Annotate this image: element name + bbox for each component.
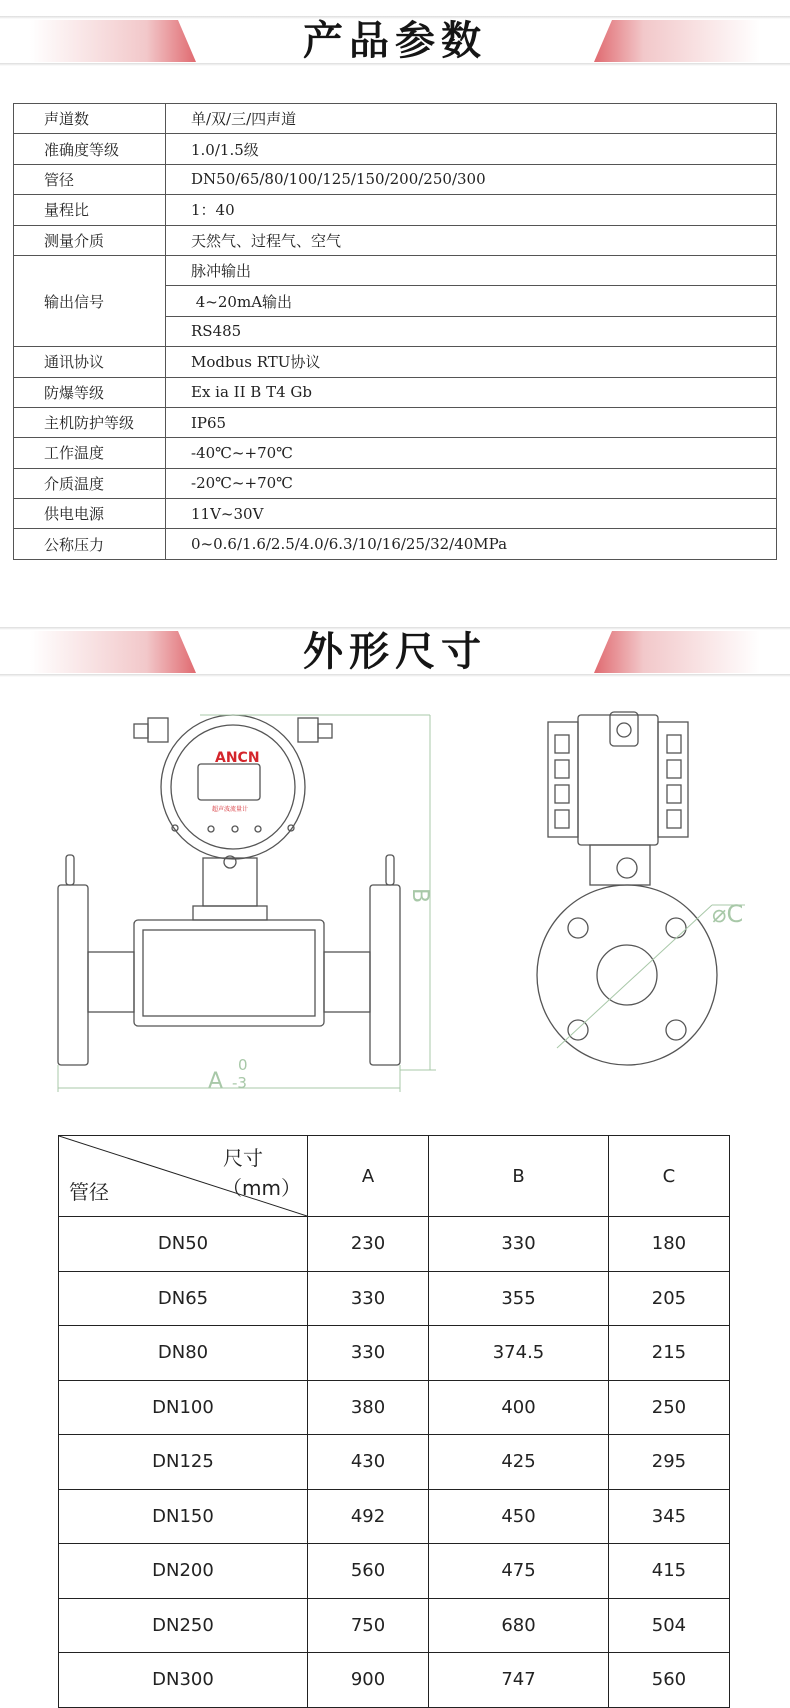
cell-dn: DN50: [59, 1217, 308, 1272]
section-title: 产品参数: [303, 18, 487, 64]
cell-b: 450: [429, 1489, 609, 1544]
table-row: [59, 1271, 730, 1326]
header-corner-top: 尺寸: [223, 1146, 263, 1170]
cell-a: 900: [308, 1653, 429, 1708]
meter-body: [88, 920, 370, 1026]
side-view: [537, 712, 717, 1065]
cell-a: 560: [308, 1544, 429, 1599]
spec-value: DN50/65/80/100/125/150/200/250/300: [166, 164, 777, 194]
cell-dn: DN80: [59, 1326, 308, 1381]
spec-value: 脉冲输出: [166, 255, 777, 285]
cell-dn: DN65: [59, 1271, 308, 1326]
spec-table: [13, 103, 777, 560]
table-row: [14, 438, 777, 468]
cell-c: 180: [608, 1217, 729, 1272]
cell-a: 430: [308, 1435, 429, 1490]
header-corner-unit: （mm）: [222, 1176, 301, 1200]
brand-logo: ANCN: [215, 750, 260, 766]
column-header-c: C: [608, 1136, 729, 1217]
cell-b: 475: [429, 1544, 609, 1599]
table-row: [59, 1326, 730, 1381]
spec-value: 11V~30V: [166, 499, 777, 529]
cell-c: 250: [608, 1380, 729, 1435]
spec-label: 主机防护等级: [14, 407, 166, 437]
spec-label: 公称压力: [14, 529, 166, 559]
spec-value: -40℃~+70℃: [166, 438, 777, 468]
spec-value: 0~0.6/1.6/2.5/4.0/6.3/10/16/25/32/40MPa: [166, 529, 777, 559]
cell-a: 330: [308, 1326, 429, 1381]
section-banner-params: [0, 16, 790, 66]
cell-a: 750: [308, 1598, 429, 1653]
spec-label: 声道数: [14, 104, 166, 134]
cell-c: 205: [608, 1271, 729, 1326]
cell-b: 400: [429, 1380, 609, 1435]
spec-value: IP65: [166, 407, 777, 437]
spec-label: 量程比: [14, 195, 166, 225]
cell-dn: DN250: [59, 1598, 308, 1653]
column-header-a: A: [308, 1136, 429, 1217]
spec-value: 1.0/1.5级: [166, 134, 777, 164]
cell-b: 330: [429, 1217, 609, 1272]
table-row: [14, 225, 777, 255]
table-row: [14, 529, 777, 559]
dimension-lines: [58, 715, 745, 1092]
table-row: [59, 1435, 730, 1490]
spec-value: 1：40: [166, 195, 777, 225]
table-row: [59, 1217, 730, 1272]
dim-label-b: B: [407, 888, 432, 904]
dim-label-a-tol-bottom: -3: [232, 1074, 247, 1092]
spec-label: 准确度等级: [14, 134, 166, 164]
cell-b: 374.5: [429, 1326, 609, 1381]
transmitter-head: [134, 715, 332, 868]
spec-label: 防爆等级: [14, 377, 166, 407]
section-title: 外形尺寸: [303, 629, 487, 675]
table-row: [14, 407, 777, 437]
cell-a: 230: [308, 1217, 429, 1272]
table-row: [14, 104, 777, 134]
spec-value: -20℃~+70℃: [166, 468, 777, 498]
table-header-row: [59, 1136, 730, 1217]
dimension-drawing: [0, 700, 790, 1100]
section-banner-dimensions: [0, 627, 790, 677]
table-row: [14, 255, 777, 285]
spec-label: 通讯协议: [14, 347, 166, 377]
cell-a: 330: [308, 1271, 429, 1326]
cell-c: 560: [608, 1653, 729, 1708]
cell-b: 425: [429, 1435, 609, 1490]
table-row: [59, 1544, 730, 1599]
cell-dn: DN200: [59, 1544, 308, 1599]
cell-b: 680: [429, 1598, 609, 1653]
cell-c: 415: [608, 1544, 729, 1599]
spec-value: 4~20mA输出: [166, 286, 777, 316]
spec-label: 测量介质: [14, 225, 166, 255]
cell-dn: DN100: [59, 1380, 308, 1435]
spec-label: 管径: [14, 164, 166, 194]
spec-value: 天然气、过程气、空气: [166, 225, 777, 255]
table-row: [14, 195, 777, 225]
cell-a: 380: [308, 1380, 429, 1435]
table-row: [59, 1489, 730, 1544]
dimension-table: [58, 1135, 730, 1708]
table-row: [14, 499, 777, 529]
cell-c: 504: [608, 1598, 729, 1653]
cell-b: 747: [429, 1653, 609, 1708]
cell-c: 295: [608, 1435, 729, 1490]
cell-b: 355: [429, 1271, 609, 1326]
dim-label-a-tol-top: 0: [238, 1056, 248, 1074]
table-row: [59, 1598, 730, 1653]
spec-label: 介质温度: [14, 468, 166, 498]
cell-c: 345: [608, 1489, 729, 1544]
table-row: [14, 377, 777, 407]
cell-c: 215: [608, 1326, 729, 1381]
brand-subtitle: 超声波流量计: [212, 806, 249, 813]
cell-dn: DN125: [59, 1435, 308, 1490]
column-header-b: B: [429, 1136, 609, 1217]
table-row: [14, 134, 777, 164]
spec-value: Modbus RTU协议: [166, 347, 777, 377]
table-row: [14, 347, 777, 377]
spec-label: 工作温度: [14, 438, 166, 468]
spec-label: 输出信号: [14, 255, 166, 346]
table-row: [59, 1653, 730, 1708]
table-row: [14, 164, 777, 194]
table-row: [14, 468, 777, 498]
cell-dn: DN300: [59, 1653, 308, 1708]
spec-label: 供电电源: [14, 499, 166, 529]
spec-value: Ex ia II B T4 Gb: [166, 377, 777, 407]
spec-value: 单/双/三/四声道: [166, 104, 777, 134]
header-corner: [59, 1136, 308, 1217]
spec-value: RS485: [166, 316, 777, 346]
cell-dn: DN150: [59, 1489, 308, 1544]
dim-label-a: A: [208, 1069, 224, 1094]
cell-a: 492: [308, 1489, 429, 1544]
header-corner-left: 管径: [69, 1180, 109, 1204]
table-row: [59, 1380, 730, 1435]
dim-label-c: ⌀C: [712, 900, 744, 928]
